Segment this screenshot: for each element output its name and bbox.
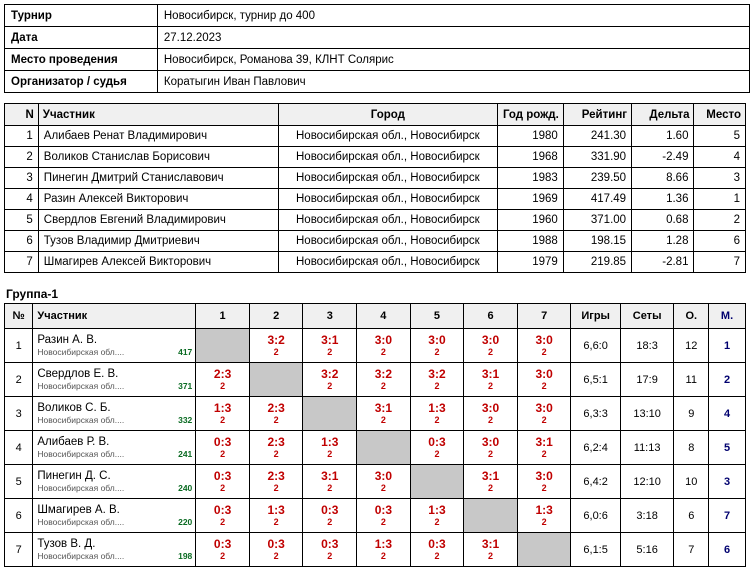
group-header-name: Участник bbox=[33, 304, 196, 329]
group-cell-result bbox=[464, 363, 518, 397]
group-cell-score: 3:0 2 bbox=[481, 400, 500, 425]
player-delta: 1.28 bbox=[632, 231, 694, 252]
players-header-row bbox=[5, 104, 746, 126]
player-name: Пинегин Дмитрий Станиславович bbox=[38, 168, 278, 189]
group-row-player bbox=[33, 533, 196, 567]
group-cell-score: 3:0 2 bbox=[374, 332, 393, 357]
player-place: 2 bbox=[694, 210, 746, 231]
group-header-place: М. bbox=[709, 304, 746, 329]
group-player-club-text: Новосибирская обл.... bbox=[37, 448, 125, 459]
group-player-club bbox=[37, 347, 195, 358]
group-cell-result bbox=[410, 431, 464, 465]
group-row-num: 4 bbox=[5, 431, 33, 465]
group-player-name: Тузов В. Д. bbox=[37, 537, 96, 550]
player-index: 5 bbox=[5, 210, 39, 231]
group-cell-score: 3:0 2 bbox=[481, 332, 500, 357]
group-row-sets: 5:16 bbox=[620, 533, 674, 567]
group-cell-result bbox=[410, 363, 464, 397]
group-cell-result bbox=[357, 465, 411, 499]
group-cell-score: 3:2 2 bbox=[374, 366, 393, 391]
table-row bbox=[5, 168, 746, 189]
player-year: 1979 bbox=[497, 252, 563, 273]
group-cell-result bbox=[357, 363, 411, 397]
group-player-club-text: Новосибирская обл.... bbox=[37, 482, 125, 493]
player-index: 6 bbox=[5, 231, 39, 252]
table-row bbox=[5, 252, 746, 273]
group-row-games: 6,4:2 bbox=[571, 465, 620, 499]
group-row-sets: 11:13 bbox=[620, 431, 674, 465]
group-cell-score: 3:0 2 bbox=[374, 468, 393, 493]
group-header-sets: Сеты bbox=[620, 304, 674, 329]
table-row bbox=[5, 465, 746, 499]
table-row bbox=[5, 397, 746, 431]
group-standings-table bbox=[4, 303, 746, 567]
group-row-num: 5 bbox=[5, 465, 33, 499]
group-cell-score: 0:3 2 bbox=[213, 434, 232, 459]
player-place: 4 bbox=[694, 147, 746, 168]
players-header-city: Город bbox=[279, 104, 498, 126]
group-cell-score: 3:0 2 bbox=[481, 434, 500, 459]
table-row bbox=[5, 363, 746, 397]
group-cell-result bbox=[517, 431, 571, 465]
group-cell-result bbox=[410, 329, 464, 363]
group-row-games: 6,6:0 bbox=[571, 329, 620, 363]
group-row-player bbox=[33, 465, 196, 499]
group-player-club-text: Новосибирская обл.... bbox=[37, 516, 125, 527]
group-cell-score: 1:3 2 bbox=[428, 502, 446, 527]
group-cell-score: 1:3 2 bbox=[213, 400, 232, 425]
group-header-opp-4: 4 bbox=[357, 304, 411, 329]
group-player-name: Шмагирев А. В. bbox=[37, 503, 120, 516]
player-place: 7 bbox=[694, 252, 746, 273]
info-row bbox=[5, 27, 750, 49]
table-row bbox=[5, 231, 746, 252]
player-index: 1 bbox=[5, 126, 39, 147]
group-cell-result bbox=[196, 533, 250, 567]
group-player-name: Пинегин Д. С. bbox=[37, 469, 111, 482]
player-delta: 1.36 bbox=[632, 189, 694, 210]
group-player-club bbox=[37, 415, 195, 426]
group-cell-score: 3:1 2 bbox=[321, 468, 339, 493]
group-player-club-text: Новосибирская обл.... bbox=[37, 414, 125, 425]
group-row-points: 7 bbox=[674, 533, 709, 567]
group-player-club-text: Новосибирская обл.... bbox=[37, 346, 125, 357]
group-row-points: 10 bbox=[674, 465, 709, 499]
group-row-points: 6 bbox=[674, 499, 709, 533]
players-header-rating: Рейтинг bbox=[563, 104, 631, 126]
group-cell-result bbox=[196, 363, 250, 397]
player-rating: 239.50 bbox=[563, 168, 631, 189]
group-cell-score: 3:0 2 bbox=[428, 332, 446, 357]
info-row bbox=[5, 5, 750, 27]
group-row-sets: 3:18 bbox=[620, 499, 674, 533]
group-player-rating: 417 bbox=[178, 346, 193, 357]
player-rating: 417.49 bbox=[563, 189, 631, 210]
group-cell-result bbox=[303, 465, 357, 499]
group-title: Группа-1 bbox=[6, 287, 59, 301]
group-cell-score: 0:3 2 bbox=[321, 536, 339, 561]
group-cell-score: 3:0 2 bbox=[535, 332, 553, 357]
group-header-opp-1: 1 bbox=[196, 304, 250, 329]
group-cell-result bbox=[357, 533, 411, 567]
table-row bbox=[5, 189, 746, 210]
group-header-row bbox=[5, 304, 746, 329]
info-row bbox=[5, 49, 750, 71]
info-value: Новосибирск, Романова 39, КЛНТ Солярис bbox=[157, 49, 749, 71]
group-player-rating: 371 bbox=[178, 380, 193, 391]
group-player-club bbox=[37, 483, 195, 494]
group-header-opp-2: 2 bbox=[249, 304, 303, 329]
group-cell-result bbox=[517, 499, 571, 533]
player-index: 3 bbox=[5, 168, 39, 189]
group-cell-self bbox=[464, 499, 518, 533]
group-cell-self bbox=[303, 397, 357, 431]
group-cell-score: 3:1 2 bbox=[535, 434, 553, 459]
group-header-opp-6: 6 bbox=[464, 304, 518, 329]
group-cell-result bbox=[196, 431, 250, 465]
group-cell-result bbox=[196, 397, 250, 431]
group-cell-result bbox=[517, 329, 571, 363]
group-row-place: 6 bbox=[709, 533, 746, 567]
table-row bbox=[5, 431, 746, 465]
players-header-n: N bbox=[5, 104, 39, 126]
players-header-delta: Дельта bbox=[632, 104, 694, 126]
group-cell-result bbox=[249, 533, 303, 567]
player-year: 1968 bbox=[497, 147, 563, 168]
player-city: Новосибирская обл., Новосибирск bbox=[279, 126, 498, 147]
info-value: 27.12.2023 bbox=[157, 27, 749, 49]
group-cell-score: 3:1 2 bbox=[481, 366, 500, 391]
info-label: Дата bbox=[5, 27, 158, 49]
group-row-num: 1 bbox=[5, 329, 33, 363]
group-cell-result bbox=[464, 533, 518, 567]
player-name: Разин Алексей Викторович bbox=[38, 189, 278, 210]
player-name: Свердлов Евгений Владимирович bbox=[38, 210, 278, 231]
group-cell-result bbox=[464, 329, 518, 363]
group-header-opp-3: 3 bbox=[303, 304, 357, 329]
group-cell-score: 3:0 2 bbox=[535, 366, 553, 391]
group-cell-score: 1:3 2 bbox=[428, 400, 446, 425]
group-cell-result bbox=[249, 499, 303, 533]
group-cell-result bbox=[196, 465, 250, 499]
group-cell-score: 3:1 2 bbox=[321, 332, 339, 357]
group-player-name: Алибаев Р. В. bbox=[37, 435, 110, 448]
group-cell-score: 3:1 2 bbox=[374, 400, 393, 425]
group-row-points: 11 bbox=[674, 363, 709, 397]
group-player-club bbox=[37, 517, 195, 528]
player-rating: 219.85 bbox=[563, 252, 631, 273]
group-cell-score: 1:3 2 bbox=[267, 502, 285, 527]
group-cell-score: 3:2 2 bbox=[428, 366, 446, 391]
group-row-player bbox=[33, 329, 196, 363]
group-player-rating: 220 bbox=[178, 516, 193, 527]
info-value: Новосибирск, турнир до 400 bbox=[157, 5, 749, 27]
group-cell-self bbox=[410, 465, 464, 499]
player-name: Алибаев Ренат Владимирович bbox=[38, 126, 278, 147]
table-row bbox=[5, 210, 746, 231]
group-row-games: 6,1:5 bbox=[571, 533, 620, 567]
player-year: 1980 bbox=[497, 126, 563, 147]
group-cell-result bbox=[464, 397, 518, 431]
player-city: Новосибирская обл., Новосибирск bbox=[279, 147, 498, 168]
info-row bbox=[5, 71, 750, 93]
group-cell-result bbox=[249, 397, 303, 431]
group-row-place: 4 bbox=[709, 397, 746, 431]
group-row-place: 5 bbox=[709, 431, 746, 465]
group-player-name: Разин А. В. bbox=[37, 333, 98, 346]
group-cell-score: 0:3 2 bbox=[213, 502, 232, 527]
group-row-place: 1 bbox=[709, 329, 746, 363]
group-row-sets: 18:3 bbox=[620, 329, 674, 363]
player-delta: 0.68 bbox=[632, 210, 694, 231]
group-cell-result bbox=[357, 329, 411, 363]
player-index: 2 bbox=[5, 147, 39, 168]
player-rating: 241.30 bbox=[563, 126, 631, 147]
group-cell-result bbox=[303, 329, 357, 363]
player-city: Новосибирская обл., Новосибирск bbox=[279, 231, 498, 252]
player-place: 3 bbox=[694, 168, 746, 189]
group-row-points: 9 bbox=[674, 397, 709, 431]
group-cell-result bbox=[410, 533, 464, 567]
group-row-player bbox=[33, 431, 196, 465]
group-cell-result bbox=[249, 465, 303, 499]
group-cell-result bbox=[303, 499, 357, 533]
player-rating: 331.90 bbox=[563, 147, 631, 168]
group-player-club-text: Новосибирская обл.... bbox=[37, 380, 125, 391]
player-index: 7 bbox=[5, 252, 39, 273]
player-delta: 1.60 bbox=[632, 126, 694, 147]
tournament-info-table bbox=[4, 4, 750, 93]
group-row-player bbox=[33, 363, 196, 397]
group-cell-score: 1:3 2 bbox=[321, 434, 339, 459]
player-delta: -2.49 bbox=[632, 147, 694, 168]
group-player-rating: 332 bbox=[178, 414, 193, 425]
player-city: Новосибирская обл., Новосибирск bbox=[279, 168, 498, 189]
group-header-num: № bbox=[5, 304, 33, 329]
group-header-opp-5: 5 bbox=[410, 304, 464, 329]
group-cell-result bbox=[464, 465, 518, 499]
group-cell-score: 0:3 2 bbox=[428, 536, 446, 561]
group-row-games: 6,3:3 bbox=[571, 397, 620, 431]
player-place: 5 bbox=[694, 126, 746, 147]
group-cell-score: 0:3 2 bbox=[213, 536, 232, 561]
group-cell-score: 0:3 2 bbox=[213, 468, 232, 493]
player-year: 1969 bbox=[497, 189, 563, 210]
group-cell-score: 3:0 2 bbox=[535, 468, 553, 493]
group-cell-result bbox=[517, 465, 571, 499]
group-row-games: 6,2:4 bbox=[571, 431, 620, 465]
group-cell-result bbox=[517, 363, 571, 397]
group-cell-score: 1:3 2 bbox=[535, 502, 553, 527]
group-cell-score: 0:3 2 bbox=[321, 502, 339, 527]
player-index: 4 bbox=[5, 189, 39, 210]
table-row bbox=[5, 147, 746, 168]
group-cell-score: 2:3 2 bbox=[267, 400, 285, 425]
player-name: Шмагирев Алексей Викторович bbox=[38, 252, 278, 273]
player-place: 1 bbox=[694, 189, 746, 210]
group-player-rating: 198 bbox=[178, 550, 193, 561]
group-cell-result bbox=[410, 499, 464, 533]
group-cell-result bbox=[410, 397, 464, 431]
group-player-name: Свердлов Е. В. bbox=[37, 367, 119, 380]
group-cell-score: 2:3 2 bbox=[213, 366, 232, 391]
player-name: Воликов Станислав Борисович bbox=[38, 147, 278, 168]
group-cell-score: 2:3 2 bbox=[267, 434, 285, 459]
group-row-num: 6 bbox=[5, 499, 33, 533]
group-cell-score: 3:0 2 bbox=[535, 400, 553, 425]
table-row bbox=[5, 126, 746, 147]
group-row-sets: 12:10 bbox=[620, 465, 674, 499]
group-player-club bbox=[37, 449, 195, 460]
group-row-points: 8 bbox=[674, 431, 709, 465]
group-row-sets: 13:10 bbox=[620, 397, 674, 431]
players-header-place: Место bbox=[694, 104, 746, 126]
group-cell-result bbox=[249, 329, 303, 363]
group-player-rating: 240 bbox=[178, 482, 193, 493]
group-cell-score: 3:2 2 bbox=[321, 366, 339, 391]
group-row-place: 3 bbox=[709, 465, 746, 499]
group-player-club bbox=[37, 551, 195, 562]
group-row-num: 7 bbox=[5, 533, 33, 567]
group-row-points: 12 bbox=[674, 329, 709, 363]
group-cell-score: 1:3 2 bbox=[374, 536, 393, 561]
player-city: Новосибирская обл., Новосибирск bbox=[279, 189, 498, 210]
group-cell-result bbox=[303, 431, 357, 465]
group-cell-score: 0:3 2 bbox=[428, 434, 446, 459]
group-player-club-text: Новосибирская обл.... bbox=[37, 550, 125, 561]
player-year: 1960 bbox=[497, 210, 563, 231]
player-year: 1983 bbox=[497, 168, 563, 189]
group-row-num: 2 bbox=[5, 363, 33, 397]
info-label: Организатор / судья bbox=[5, 71, 158, 93]
group-cell-score: 3:2 2 bbox=[267, 332, 285, 357]
group-row-place: 7 bbox=[709, 499, 746, 533]
group-cell-score: 3:1 2 bbox=[481, 468, 500, 493]
group-row-games: 6,5:1 bbox=[571, 363, 620, 397]
player-city: Новосибирская обл., Новосибирск bbox=[279, 252, 498, 273]
group-cell-score: 2:3 2 bbox=[267, 468, 285, 493]
group-cell-result bbox=[464, 431, 518, 465]
players-table bbox=[4, 103, 746, 273]
info-value: Коратыгин Иван Павлович bbox=[157, 71, 749, 93]
group-cell-score: 0:3 2 bbox=[374, 502, 393, 527]
group-cell-self bbox=[249, 363, 303, 397]
player-year: 1988 bbox=[497, 231, 563, 252]
group-cell-self bbox=[196, 329, 250, 363]
group-cell-score: 3:1 2 bbox=[481, 536, 500, 561]
info-label: Место проведения bbox=[5, 49, 158, 71]
table-row bbox=[5, 329, 746, 363]
table-row bbox=[5, 499, 746, 533]
player-name: Тузов Владимир Дмитриевич bbox=[38, 231, 278, 252]
group-header-points: О. bbox=[674, 304, 709, 329]
player-rating: 371.00 bbox=[563, 210, 631, 231]
group-cell-self bbox=[357, 431, 411, 465]
group-row-games: 6,0:6 bbox=[571, 499, 620, 533]
group-header-opp-7: 7 bbox=[517, 304, 571, 329]
group-cell-result bbox=[357, 499, 411, 533]
group-cell-score: 0:3 2 bbox=[267, 536, 285, 561]
player-delta: -2.81 bbox=[632, 252, 694, 273]
group-cell-self bbox=[517, 533, 571, 567]
info-label: Турнир bbox=[5, 5, 158, 27]
group-row-player bbox=[33, 499, 196, 533]
group-cell-result bbox=[196, 499, 250, 533]
group-row-sets: 17:9 bbox=[620, 363, 674, 397]
table-row bbox=[5, 533, 746, 567]
group-cell-result bbox=[303, 533, 357, 567]
group-cell-result bbox=[303, 363, 357, 397]
group-player-name: Воликов С. Б. bbox=[37, 401, 111, 414]
group-cell-result bbox=[357, 397, 411, 431]
player-delta: 8.66 bbox=[632, 168, 694, 189]
group-row-player bbox=[33, 397, 196, 431]
player-rating: 198.15 bbox=[563, 231, 631, 252]
group-row-num: 3 bbox=[5, 397, 33, 431]
group-cell-result bbox=[517, 397, 571, 431]
group-cell-result bbox=[249, 431, 303, 465]
group-row-place: 2 bbox=[709, 363, 746, 397]
player-city: Новосибирская обл., Новосибирск bbox=[279, 210, 498, 231]
players-header-year: Год рожд. bbox=[497, 104, 563, 126]
group-player-club bbox=[37, 381, 195, 392]
group-header-games: Игры bbox=[571, 304, 620, 329]
players-header-name: Участник bbox=[38, 104, 278, 126]
group-player-rating: 241 bbox=[178, 448, 193, 459]
player-place: 6 bbox=[694, 231, 746, 252]
